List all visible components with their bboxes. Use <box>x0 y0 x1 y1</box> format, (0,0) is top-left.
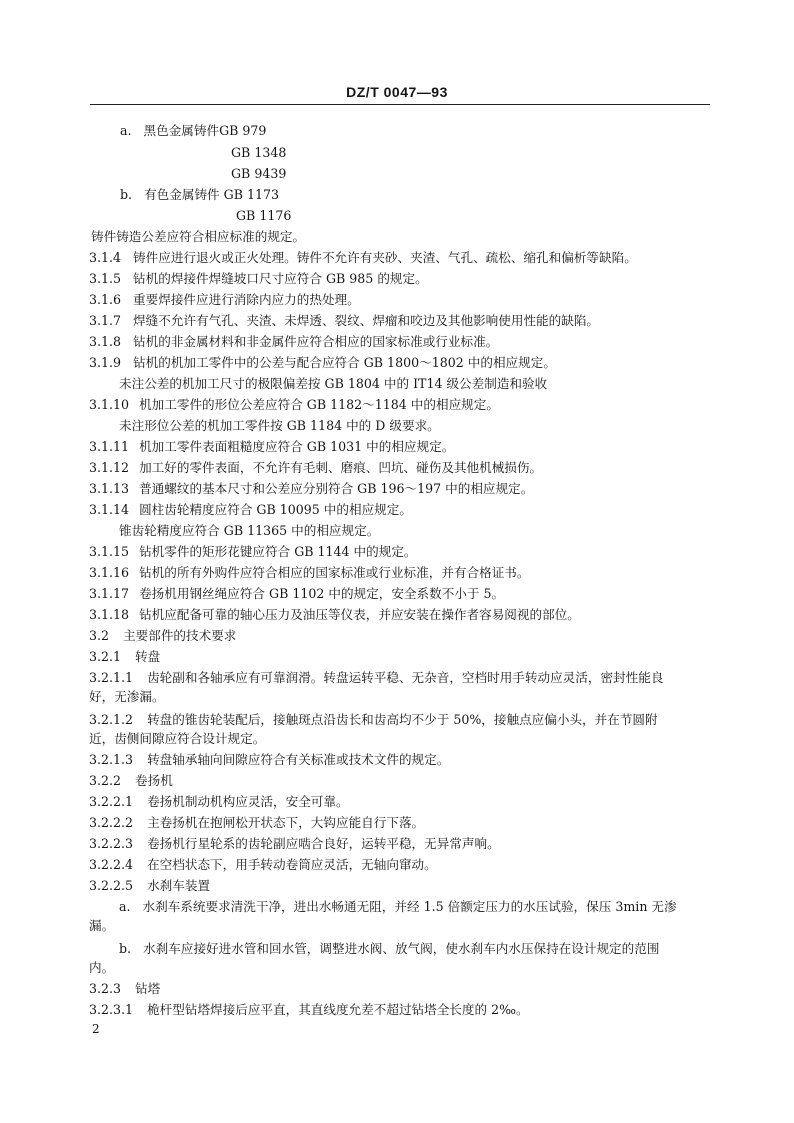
clause <box>89 439 454 455</box>
clause <box>89 355 556 371</box>
clause-number: 3.2.2.5 <box>89 878 134 893</box>
clause-number: 3.2.3 <box>89 981 122 996</box>
clause-text: 机加工零件表面粗糙度应符合 GB 1031 中的相应规定。 <box>139 439 455 454</box>
clause <box>89 752 449 768</box>
clause-number: 3.2.1.3 <box>89 752 134 767</box>
paragraph: 漏。 <box>89 918 115 933</box>
clause-text: 钻塔 <box>135 981 161 996</box>
clause-text: 转盘 <box>135 649 161 664</box>
clause <box>89 271 428 287</box>
clause-number: 3.1.18 <box>89 607 130 622</box>
clause-text: 卷扬机 <box>135 773 173 788</box>
clause-text: 卷扬机用钢丝绳应符合 GB 1102 中的规定，安全系数不小于 5。 <box>139 586 505 601</box>
clause <box>89 334 498 350</box>
clause-text: 转盘的锥齿轮装配后，接触斑点沿齿长和齿高均不少于 50%，接触点应偏小头，并在节圆附 <box>147 712 658 727</box>
clause-text: 钻机应配备可靠的轴心压力及油压等仪表，并应安装在操作者容易阅视的部位。 <box>139 607 580 622</box>
clause-number: 3.1.12 <box>89 460 130 475</box>
list-item <box>119 941 659 957</box>
clause-number: 3.1.6 <box>89 292 122 307</box>
paragraph: 好，无渗漏。 <box>89 689 165 704</box>
clause-text: 钻机的所有外购件应符合相应的国家标准或行业标准，并有合格证书。 <box>139 565 530 580</box>
clause <box>89 815 424 831</box>
clause <box>89 586 504 602</box>
paragraph: 内。 <box>89 960 115 975</box>
clause-number: 3.1.14 <box>89 502 130 517</box>
clause <box>89 836 500 852</box>
standard-ref: GB 9439 <box>231 166 287 181</box>
clause <box>89 565 529 581</box>
clause <box>89 878 210 894</box>
clause-number: 3.1.8 <box>89 334 122 349</box>
clause-number: 3.2.2.1 <box>89 794 134 809</box>
clause-number: 3.1.9 <box>89 355 122 370</box>
clause-text: 卷扬机行星轮系的齿轮副应啮合良好，运转平稳，无异常声响。 <box>147 836 500 851</box>
list-item <box>120 123 266 139</box>
clause-text: 钻机的机加工零件中的公差与配合应符合 GB 1800～1802 中的相应规定。 <box>133 355 556 370</box>
clause-number: 3.2.3.1 <box>89 1002 134 1017</box>
clause-number: 3.1.10 <box>89 397 130 412</box>
clause-text: 卷扬机制动机构应灵活，安全可靠。 <box>147 794 349 809</box>
clause <box>89 460 542 476</box>
paragraph: 近，齿侧间隙应符合设计规定。 <box>89 731 266 746</box>
clause <box>89 292 360 308</box>
clause-number: 3.1.11 <box>89 439 130 454</box>
clause <box>89 857 437 873</box>
clause-text: 焊缝不允许有气孔、夹渣、未焊透、裂纹、焊瘤和咬边及其他影响使用性能的缺陷。 <box>133 313 600 328</box>
section-heading <box>89 773 173 789</box>
section-heading <box>89 981 160 997</box>
clause-number: 3.1.15 <box>89 544 130 559</box>
item-label: a. <box>119 899 131 914</box>
clause-text: 圆柱齿轮精度应符合 GB 10095 中的相应规定。 <box>139 502 412 517</box>
section-heading <box>89 649 160 665</box>
clause-number: 3.2.1 <box>89 649 122 664</box>
item-label: a. <box>120 123 132 138</box>
clause-text: 转盘轴承轴向间隙应符合有关标准或技术文件的规定。 <box>147 752 450 767</box>
clause-number: 3.1.7 <box>89 313 122 328</box>
clause-text: 机加工零件的形位公差应符合 GB 1182～1184 中的相应规定。 <box>139 397 499 412</box>
clause-text: 加工好的零件表面，不允许有毛刺、磨痕、凹坑、碰伤及其他机械损伤。 <box>139 460 543 475</box>
clause-number: 3.2.2.2 <box>89 815 134 830</box>
clause <box>89 397 499 413</box>
clause <box>89 712 658 728</box>
item-text: 水刹车系统要求清洗干净，进出水畅通无阻，并经 1.5 倍额定压力的水压试验，保压 3min 无渗 <box>142 899 677 914</box>
clause <box>89 1002 529 1018</box>
document-code-header: DZ/T 0047—93 <box>346 84 448 100</box>
clause <box>89 250 637 266</box>
paragraph: 铸件铸造公差应符合相应标准的规定。 <box>91 229 306 244</box>
item-text: 有色金属铸件 GB 1173 <box>144 187 280 202</box>
clause-text: 主要部件的技术要求 <box>123 628 237 643</box>
clause-text: 普通螺纹的基本尺寸和公差应分别符合 GB 196～197 中的相应规定。 <box>139 481 534 496</box>
clause-number: 3.1.13 <box>89 481 130 496</box>
clause <box>89 313 599 329</box>
paragraph: 未注形位公差的机加工零件按 GB 1184 中的 D 级要求。 <box>119 418 440 433</box>
clause-number: 3.1.16 <box>89 565 130 580</box>
clause-number: 3.2.2.4 <box>89 857 134 872</box>
item-label: b. <box>119 941 132 956</box>
paragraph: 锥齿轮精度应符合 GB 11365 中的相应规定。 <box>119 523 380 538</box>
clause <box>89 670 663 686</box>
clause-text: 水刹车装置 <box>147 878 211 893</box>
clause-text: 桅杆型钻塔焊接后应平直，其直线度允差不超过钻塔全长度的 2‰。 <box>147 1002 529 1017</box>
clause-number: 3.1.5 <box>89 271 122 286</box>
item-text: 黑色金属铸件GB 979 <box>143 123 267 138</box>
header-rule <box>90 104 710 105</box>
clause-text: 主卷扬机在抱闸松开状态下，大钩应能自行下落。 <box>147 815 425 830</box>
standard-ref: GB 1176 <box>236 208 292 223</box>
clause-text: 钻机的焊接件焊缝坡口尺寸应符合 GB 985 的规定。 <box>133 271 428 286</box>
item-label: b. <box>120 187 133 202</box>
clause-text: 在空档状态下，用手转动卷筒应灵活，无轴向窜动。 <box>147 857 437 872</box>
clause-text: 齿轮副和各轴承应有可靠润滑。转盘运转平稳、无杂音，空档时用手转动应灵活，密封性能良 <box>147 670 664 685</box>
clause-text: 钻机的非金属材料和非金属件应符合相应的国家标准或行业标准。 <box>133 334 499 349</box>
list-item <box>120 187 279 203</box>
clause <box>89 794 349 810</box>
clause-text: 钻机零件的矩形花键应符合 GB 1144 中的规定。 <box>139 544 417 559</box>
item-text: 水刹车应接好进水管和回水管，调整进水阀、放气阀，使水刹车内水压保持在设计规定的范围 <box>143 941 660 956</box>
clause <box>89 481 533 497</box>
clause <box>89 502 412 518</box>
clause-text: 重要焊接件应进行消除内应力的热处理。 <box>133 292 360 307</box>
clause-number: 3.2 <box>89 628 110 643</box>
clause <box>89 544 417 560</box>
clause-number: 3.1.17 <box>89 586 130 601</box>
list-item <box>119 899 677 915</box>
clause-text: 铸件应进行退火或正火处理。铸件不允许有夹砂、夹渣、气孔、疏松、缩孔和偏析等缺陷。 <box>133 250 637 265</box>
clause <box>89 607 580 623</box>
clause-number: 3.2.1.1 <box>89 670 134 685</box>
standard-ref: GB 1348 <box>231 145 287 160</box>
clause-number: 3.2.2.3 <box>89 836 134 851</box>
section-heading <box>89 628 236 644</box>
clause-number: 3.1.4 <box>89 250 122 265</box>
page-number: 2 <box>92 1022 100 1036</box>
clause-number: 3.2.2 <box>89 773 122 788</box>
clause-number: 3.2.1.2 <box>89 712 134 727</box>
paragraph: 未注公差的机加工尺寸的极限偏差按 GB 1804 中的 IT14 级公差制造和验收 <box>119 376 548 391</box>
